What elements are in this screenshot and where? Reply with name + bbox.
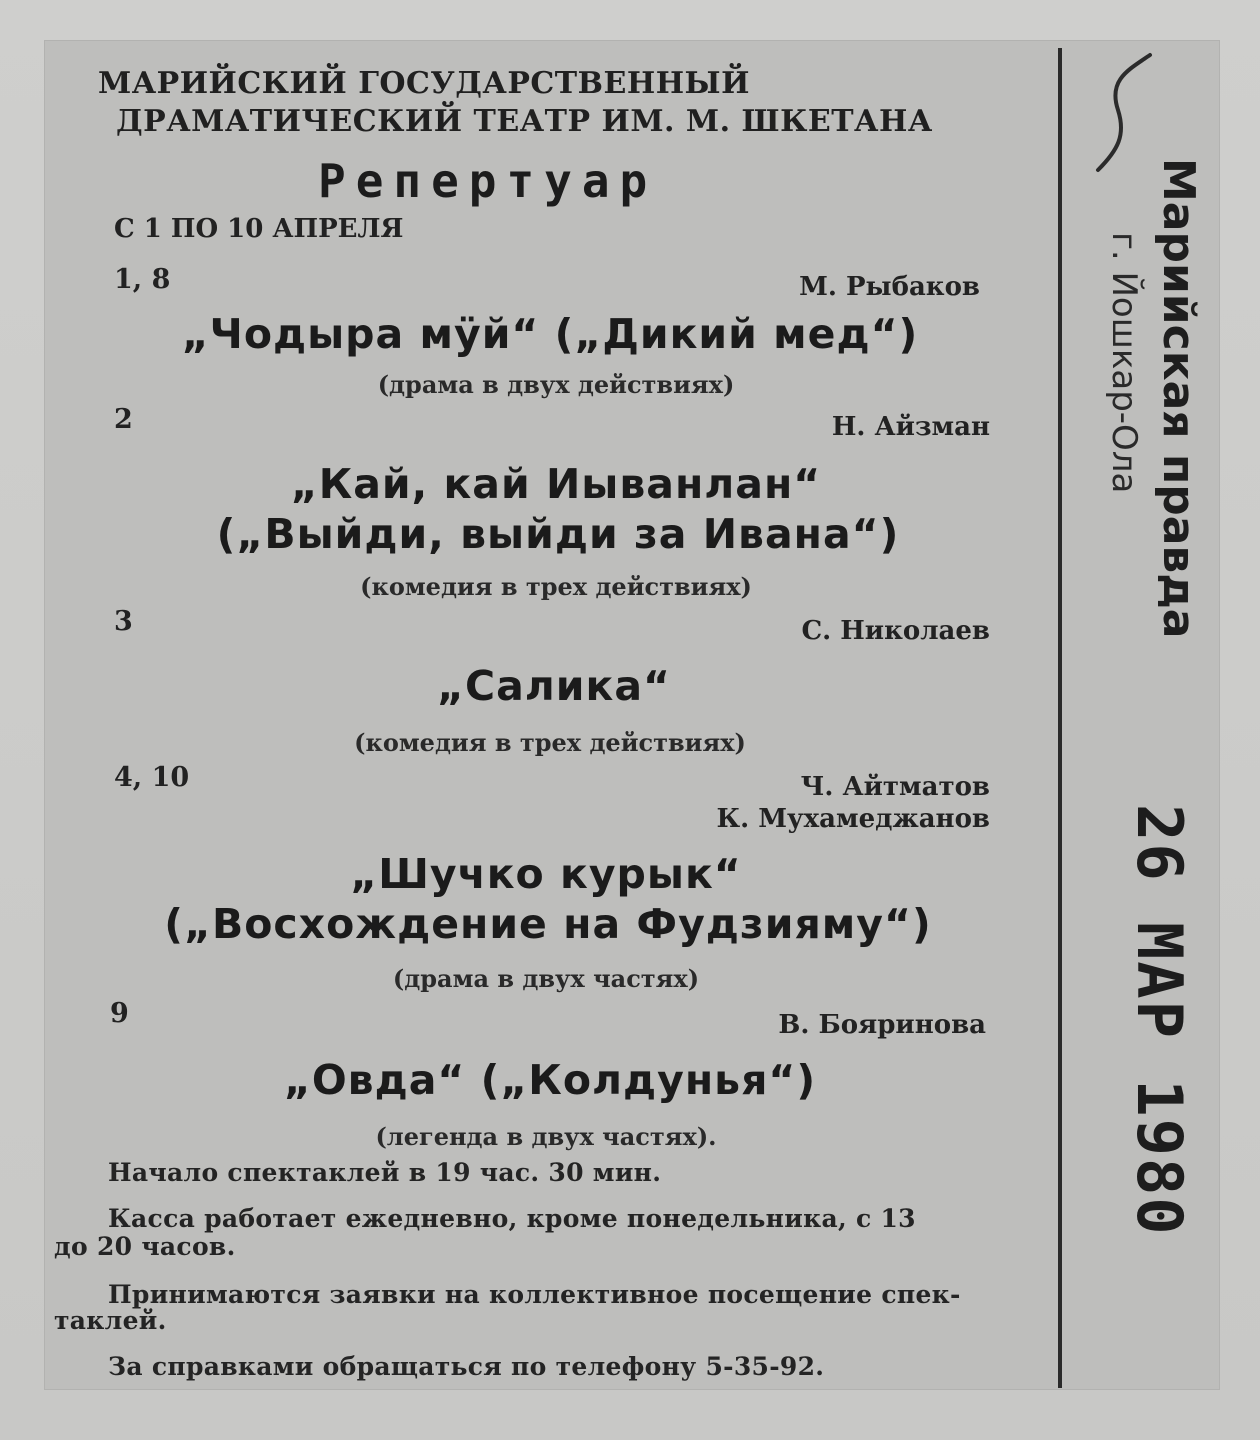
- play-3-genre: (комедия в трех действиях): [354, 728, 746, 757]
- column-divider: [1058, 48, 1062, 1388]
- play-4-author-1: Ч. Айтматов: [800, 772, 990, 802]
- phone-info: За справками обращаться по телефону 5-35-92.: [108, 1352, 825, 1381]
- play-2-title-line2: („Выйди, выйди за Ивана“): [216, 510, 900, 558]
- play-3-title: „Салика“: [437, 662, 671, 710]
- repertoire-title: Репертуар: [318, 154, 658, 208]
- play-2-genre: (комедия в трех действиях): [360, 572, 752, 601]
- theatre-name-line1: МАРИЙСКИЙ ГОСУДАРСТВЕННЫЙ: [98, 66, 750, 101]
- play-4-title-line1: „Шучко курык“: [350, 850, 742, 898]
- play-5-genre: (легенда в двух частях).: [375, 1122, 717, 1151]
- play-2-dates: 2: [114, 404, 133, 435]
- play-1-title: „Чодыра мӱй“ („Дикий мед“): [181, 310, 919, 358]
- play-3-dates: 3: [114, 606, 133, 637]
- play-5-title: „Овда“ („Колдунья“): [283, 1056, 817, 1104]
- theatre-name-line2: ДРАМАТИЧЕСКИЙ ТЕАТР ИМ. М. ШКЕТАНА: [116, 104, 933, 139]
- group-requests-line1: Принимаются заявки на коллективное посещение спек-: [108, 1280, 961, 1309]
- box-office-hours-line1: Касса работает ежедневно, кроме понедельника, с 13: [108, 1204, 916, 1233]
- play-4-author-2: К. Мухамеджанов: [716, 804, 990, 834]
- group-requests-line2: таклей.: [54, 1306, 167, 1335]
- play-4-genre: (драма в двух частях): [392, 964, 700, 993]
- play-1-genre: (драма в двух действиях): [377, 370, 735, 399]
- box-office-hours-line2: до 20 часов.: [54, 1232, 236, 1261]
- city-name-vertical: г. Йошкар-Ола: [1104, 232, 1144, 494]
- handwritten-stroke-mark: [1088, 50, 1158, 180]
- play-1-dates: 1, 8: [114, 264, 171, 295]
- play-4-dates: 4, 10: [114, 762, 190, 793]
- newspaper-name-vertical: Марийская правда: [1153, 158, 1204, 639]
- performance-start-time: Начало спектаклей в 19 час. 30 мин.: [108, 1158, 662, 1187]
- play-2-title-line1: „Кай, кай Иыванлан“: [290, 460, 822, 508]
- play-2-author: Н. Айзман: [831, 412, 990, 442]
- play-1-author: М. Рыбаков: [799, 272, 980, 302]
- period-label: С 1 ПО 10 АПРЕЛЯ: [114, 214, 404, 244]
- date-stamp-vertical: 26 МАР 1980: [1123, 804, 1196, 1237]
- play-4-title-line2: („Восхождение на Фудзияму“): [164, 900, 932, 948]
- play-3-author: С. Николаев: [801, 616, 990, 646]
- play-5-author: В. Бояринова: [778, 1010, 986, 1040]
- play-5-dates: 9: [110, 998, 129, 1029]
